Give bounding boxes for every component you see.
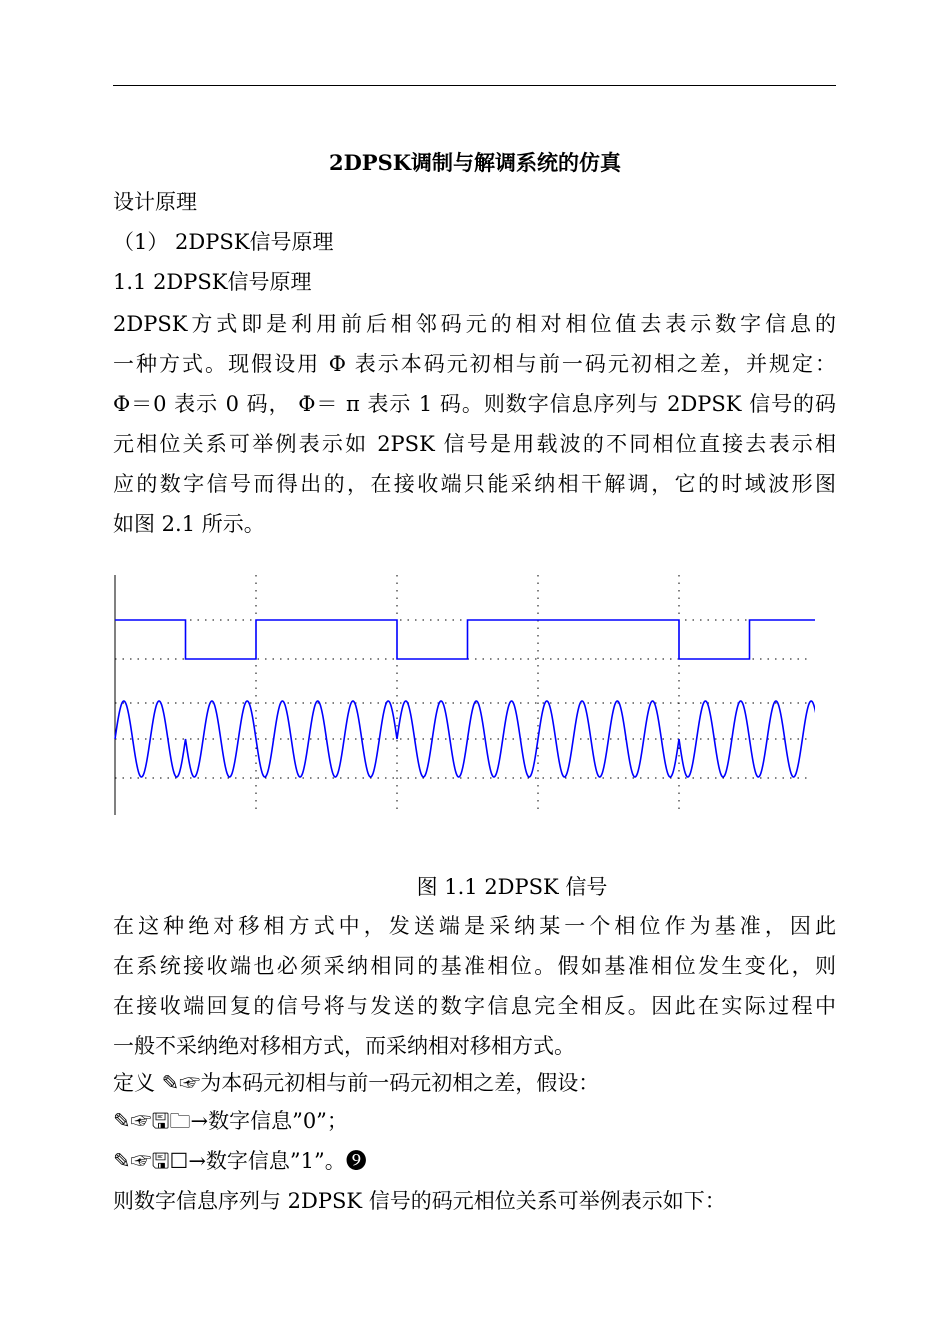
paragraph-line: 元相位关系可举例表示如 2PSK 信号是用载波的不同相位直接去表示相 xyxy=(113,432,836,456)
paragraph-line: 2DPSK方式即是利用前后相邻码元的相对相位值去表示数字信息的 xyxy=(113,312,836,336)
subsection-heading: （1） 2DPSK信号原理 xyxy=(113,230,334,254)
paragraph-line: 一般不采纳绝对移相方式，而采纳相对移相方式。 xyxy=(113,1034,575,1058)
paragraph-line: 应的数字信号而得出的，在接收端只能采纳相干解调，它的时域波形图 xyxy=(113,472,836,496)
paragraph-line: 在系统接收端也必须采纳相同的基准相位。假如基准相位发生变化，则 xyxy=(113,954,836,978)
paragraph-line: Φ＝0 表示 0 码， Φ＝ π 表示 1 码。则数字信息序列与 2DPSK 信号的码 xyxy=(113,392,836,416)
paragraph-line: 一种方式。现假设用 Φ 表示本码元初相与前一码元初相之差，并规定： xyxy=(113,352,836,376)
paragraph-line: 在这种绝对移相方式中，发送端是采纳某一个相位作为基准，因此 xyxy=(113,914,836,938)
section-heading: 设计原理 xyxy=(113,190,197,214)
subsubsection-heading: 1.1 2DPSK信号原理 xyxy=(113,270,312,294)
paragraph-line: 在接收端回复的信号将与发送的数字信息完全相反。因此在实际过程中 xyxy=(113,994,836,1018)
figure-grid xyxy=(115,575,815,815)
definition-one: ✎☞🖫☐→数字信息”1”。❾ xyxy=(113,1149,367,1173)
definition-line: 定义 ✎☞为本码元初相与前一码元初相之差，假设： xyxy=(113,1071,600,1095)
header-rule xyxy=(113,85,836,86)
document-title: 2DPSK调制与解调系统的仿真 xyxy=(328,150,622,175)
paragraph-line: 如图 2.1 所示。 xyxy=(113,512,265,536)
2dpsk-carrier-waveform xyxy=(115,701,815,777)
signal-figure xyxy=(110,575,815,820)
final-line: 则数字信息序列与 2DPSK 信号的码元相位关系可举例表示如下： xyxy=(113,1189,726,1213)
digital-baseband-waveform xyxy=(115,620,815,659)
figure-caption: 图 1.1 2DPSK 信号 xyxy=(416,875,608,899)
definition-zero: ✎☞🖫🗀→数字信息”0”； xyxy=(113,1109,348,1133)
